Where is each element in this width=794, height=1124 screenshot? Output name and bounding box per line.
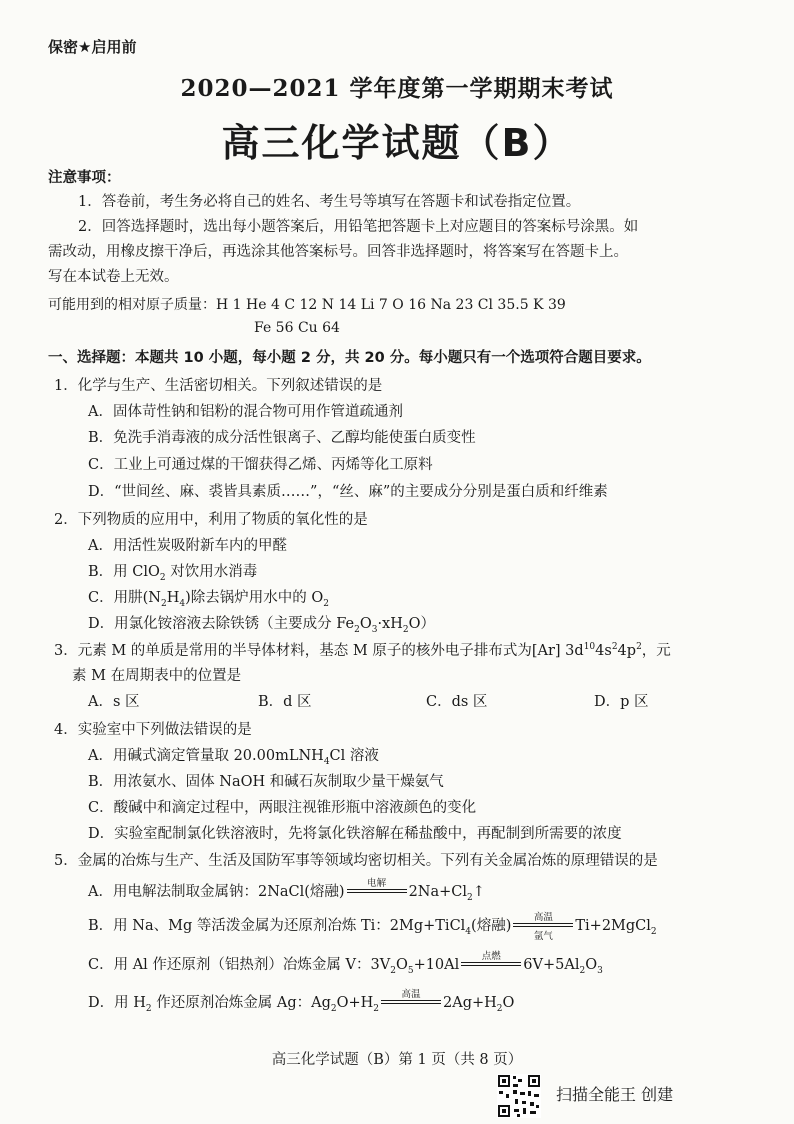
notes-heading: 注意事项： [48,170,121,186]
q4-option-b: B．用浓氨水、固体 NaOH 和碱石灰制取少量干燥氨气 [88,774,444,790]
paper-title: 高三化学试题（B） [221,121,573,165]
reaction-condition-arrow: 高温 [381,994,441,1012]
q5-stem: 5．金属的冶炼与生产、生活及国防军事等领域均密切相关。下列有关金属冶炼的原理错误的是 [54,853,658,869]
q3-options [88,690,708,710]
note-2a: 2．回答选择题时，选出每小题答案后，用铅笔把答题卡上对应题目的答案标号涂黑。如 [78,219,639,235]
atomic-mass-values-2: Fe 56 Cu 64 [254,320,340,336]
q2-option-b: B．用 ClO$_2$ 对饮用水消毒 [88,564,258,583]
q3-option-a: A．s 区 [88,694,140,710]
q3-option-b: B．d 区 [258,694,312,710]
q3-stem: 3．元素 M 的单质是常用的半导体材料，基态 M 原子的核外电子排布式为[Ar] $3d^{10}4s^24p^2$，元 [54,642,671,659]
q2-stem: 2．下列物质的应用中，利用了物质的氧化性的是 [54,512,368,528]
exam-title: 2020—2021 学年度第一学期期末考试 [180,75,614,102]
q3-option-c: C．ds 区 [426,694,488,710]
page-footer: 高三化学试题（B）第 1 页（共 8 页） [271,1052,523,1068]
q1-option-a: A．固体苛性钠和铝粉的混合物可用作管道疏通剂 [88,404,403,420]
q1-stem: 1．化学与生产、生活密切相关。下列叙述错误的是 [54,378,383,394]
q2-option-a: A．用活性炭吸附新车内的甲醛 [88,538,287,554]
scanner-watermark: 扫描全能王 创建 [556,1085,674,1104]
q1-option-b: B．免洗手消毒液的成分活性银离子、乙醇均能使蛋白质变性 [88,430,476,446]
q1-option-d: D．“世间丝、麻、裘皆具素质……”，“丝、麻”的主要成分分别是蛋白质和纤维素 [88,484,608,500]
q5-option-c: C．用 Al 作还原剂（铝热剂）冶炼金属 V：$3V_2O_5+10Al$ 点燃 $6V+5Al_2O_3$ [88,951,603,976]
q3-stem-cont: 素 M 在周期表中的位置是 [72,668,242,684]
reaction-condition-arrow: 电解 [347,883,407,901]
q4-option-a: A．用碱式滴定管量取 20.00mLNH$_4$Cl 溶液 [88,748,379,767]
q5-option-b: B．用 Na、Mg 等活泼金属为还原剂冶炼 Ti：2Mg+TiCl$_4$(熔融) 高温 氩气 Ti+2MgCl$_2$ [88,912,657,942]
reaction-condition-arrow: 高温 氩气 [513,917,573,935]
confidential-stamp: 保密★启用前 [48,38,137,56]
q1-option-c: C．工业上可通过煤的干馏获得乙烯、丙烯等化工原料 [88,457,433,473]
note-1: 1．答卷前，考生务必将自己的姓名、考生号等填写在答题卡和试卷指定位置。 [78,194,581,210]
q2-option-d: D．用氯化铵溶液去除铁锈（主要成分 $Fe_2O_3\cdot xH_2O$） [88,616,436,635]
note-2c: 写在本试卷上无效。 [48,269,179,285]
q4-option-c: C．酸碱中和滴定过程中，两眼注视锥形瓶中溶液颜色的变化 [88,800,477,816]
section-1-heading: 一、选择题：本题共 10 小题，每小题 2 分，共 20 分。每小题只有一个选项符合题目要求。 [48,350,651,366]
qr-code-icon [497,1074,541,1118]
note-2b: 需改动，用橡皮擦干净后，再选涂其他答案标号。回答非选择题时，将答案写在答题卡上。 [48,244,628,260]
atomic-mass-label: 可能用到的相对原子质量： [48,297,216,313]
q5-option-a: A．用电解法制取金属钠：2NaCl(熔融) 电解 $2Na+Cl_2↑$ [88,878,485,903]
q4-stem: 4．实验室中下列做法错误的是 [54,722,252,738]
q3-option-d: D．p 区 [594,694,649,710]
reaction-condition-arrow: 点燃 [461,956,521,974]
q5-option-d: D．用 $H_2$ 作还原剂冶炼金属 Ag：$Ag_2O+H_2$ 高温 $2Ag+H_2O$ [88,989,515,1014]
q2-option-c: C．用肼$(N_2H_4)$除去锅炉用水中的 $O_2$ [88,590,329,609]
atomic-mass-line-1 [48,294,566,314]
q4-option-d: D．实验室配制氯化铁溶液时，先将氯化铁溶解在稀盐酸中，再配制到所需要的浓度 [88,826,622,842]
atomic-mass-values-1: H 1 He 4 C 12 N 14 Li 7 O 16 Na 23 Cl 35.5 K 39 [216,297,566,313]
